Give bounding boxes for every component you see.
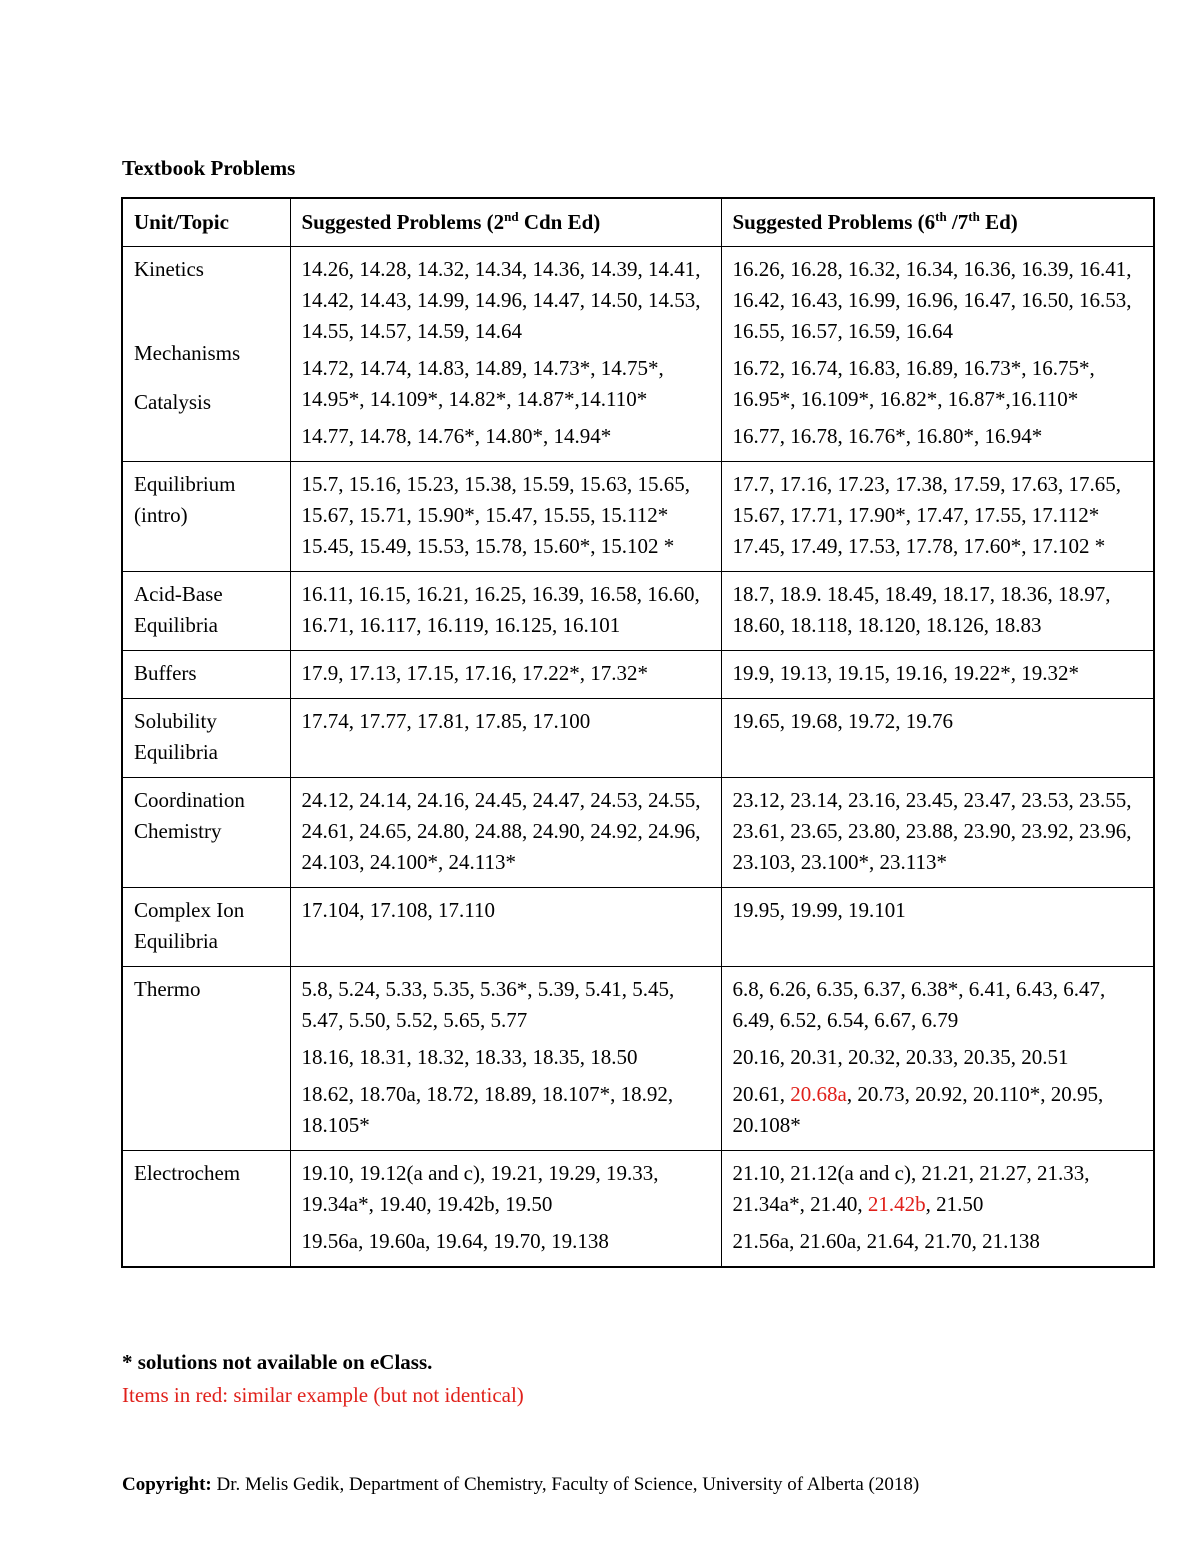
table-row — [122, 651, 1154, 699]
problem-list: 21.10, 21.12(a and c), 21.21, 21.27, 21.33, 21.34a*, 21.40, 21.42b, 21.50 — [732, 1161, 1090, 1216]
footnote: * solutions not available on eClass. — [122, 1350, 433, 1374]
ed-problems-cell: 23.12, 23.14, 23.16, 23.45, 23.47, 23.53, 23.55, 23.61, 23.65, 23.80, 23.88, 23.90, 23.92, 23.96, 23.103, 23.100*, 23.113* — [721, 778, 1154, 888]
ed-problems-cell: 19.9, 19.13, 19.15, 19.16, 19.22*, 19.32* — [721, 651, 1154, 699]
problem-list: 6.8, 6.26, 6.35, 6.37, 6.38*, 6.41, 6.43, 6.47, 6.49, 6.52, 6.54, 6.67, 6.79 — [732, 977, 1106, 1032]
cdn-problems-cell: 24.12, 24.14, 24.16, 24.45, 24.47, 24.53, 24.55, 24.61, 24.65, 24.80, 24.88, 24.90, 24.92, 24.96, 24.103, 24.100*, 24.113* — [290, 778, 721, 888]
topic-kinetics: Kinetics — [134, 257, 204, 281]
topic-cell — [122, 247, 290, 462]
problem-list: 16.77, 16.78, 16.76*, 16.80*, 16.94* — [732, 424, 1043, 448]
copyright-label: Copyright: — [122, 1474, 212, 1495]
topic-cell: Thermo — [122, 967, 290, 1151]
problem-list: 14.26, 14.28, 14.32, 14.34, 14.36, 14.39, 14.41, 14.42, 14.43, 14.99, 14.96, 14.47, 14.50, 14.53, 14.55, 14.57, 14.59, 14.64 — [301, 257, 701, 343]
red-items-note: Items in red: similar example (but not identical) — [122, 1383, 524, 1407]
topic-cell: Buffers — [122, 651, 290, 699]
similar-example-highlight: 20.68a — [790, 1082, 847, 1106]
table-row — [122, 888, 1154, 967]
ed-problems-cell — [721, 1151, 1154, 1268]
cdn-problems-cell: 17.74, 17.77, 17.81, 17.85, 17.100 — [290, 699, 721, 778]
problem-list: 20.61, 20.68a, 20.73, 20.92, 20.110*, 20.95, 20.108* — [732, 1082, 1104, 1137]
header-unit-topic: Unit/Topic — [122, 198, 290, 247]
ed-problems-cell — [721, 247, 1154, 462]
problem-list: 16.26, 16.28, 16.32, 16.34, 16.36, 16.39, 16.41, 16.42, 16.43, 16.99, 16.96, 16.47, 16.50, 16.53, 16.55, 16.57, 16.59, 16.64 — [732, 257, 1132, 343]
table-row — [122, 778, 1154, 888]
problem-list: 14.72, 14.74, 14.83, 14.89, 14.73*, 14.75*, 14.95*, 14.109*, 14.82*, 14.87*,14.110* — [301, 356, 664, 411]
problem-list: 5.8, 5.24, 5.33, 5.35, 5.36*, 5.39, 5.41, 5.45, 5.47, 5.50, 5.52, 5.65, 5.77 — [301, 977, 675, 1032]
problem-list: 19.56a, 19.60a, 19.64, 19.70, 19.138 — [301, 1229, 609, 1253]
ed-problems-cell: 19.65, 19.68, 19.72, 19.76 — [721, 699, 1154, 778]
problem-list: 14.77, 14.78, 14.76*, 14.80*, 14.94* — [301, 424, 612, 448]
problem-list: 18.16, 18.31, 18.32, 18.33, 18.35, 18.50 — [301, 1045, 638, 1069]
similar-example-highlight: 21.42b — [867, 1192, 926, 1216]
problem-list: 21.56a, 21.60a, 21.64, 21.70, 21.138 — [732, 1229, 1040, 1253]
topic-cell: Complex Ion Equilibria — [122, 888, 290, 967]
table-row — [122, 967, 1154, 1151]
topic-cell: Electrochem — [122, 1151, 290, 1268]
ed-problems-cell: 18.7, 18.9. 18.45, 18.49, 18.17, 18.36, 18.97, 18.60, 18.118, 18.120, 18.126, 18.83 — [721, 572, 1154, 651]
topic-cell: Acid-Base Equilibria — [122, 572, 290, 651]
cdn-problems-cell: 17.104, 17.108, 17.110 — [290, 888, 721, 967]
page-title: Textbook Problems — [122, 156, 296, 180]
ed-problems-cell — [721, 967, 1154, 1151]
cdn-problems-cell: 16.11, 16.15, 16.21, 16.25, 16.39, 16.58, 16.60, 16.71, 16.117, 16.119, 16.125, 16.101 — [290, 572, 721, 651]
problem-list: 20.16, 20.31, 20.32, 20.33, 20.35, 20.51 — [732, 1045, 1069, 1069]
cdn-problems-cell: 17.9, 17.13, 17.15, 17.16, 17.22*, 17.32* — [290, 651, 721, 699]
topic-cell: Coordination Chemistry — [122, 778, 290, 888]
topic-mechanisms: Mechanisms — [134, 341, 241, 365]
table-row — [122, 247, 1154, 462]
ed-problems-cell: 19.95, 19.99, 19.101 — [721, 888, 1154, 967]
header-6th-7th-edition: Suggested Problems (6th /7th Ed) — [721, 198, 1154, 247]
problems-table — [121, 197, 1155, 1268]
cdn-problems-cell — [290, 247, 721, 462]
copyright-text: Dr. Melis Gedik, Department of Chemistry, Faculty of Science, University of Alberta (2018) — [211, 1474, 920, 1495]
topic-catalysis: Catalysis — [134, 390, 211, 414]
copyright-line — [122, 1474, 919, 1496]
table-row — [122, 1151, 1154, 1268]
topic-cell: Equilibrium (intro) — [122, 462, 290, 572]
table-header-row — [122, 198, 1154, 247]
problem-list: 18.62, 18.70a, 18.72, 18.89, 18.107*, 18.92, 18.105* — [301, 1082, 674, 1137]
table-row — [122, 462, 1154, 572]
cdn-problems-cell — [290, 1151, 721, 1268]
ed-problems-cell: 17.7, 17.16, 17.23, 17.38, 17.59, 17.63, 17.65, 15.67, 17.71, 17.90*, 17.47, 17.55, 17.112* 17.45, 17.49, 17.53, 17.78, 17.60*, 17.102 * — [721, 462, 1154, 572]
table-row — [122, 699, 1154, 778]
header-cdn-edition: Suggested Problems (2nd Cdn Ed) — [290, 198, 721, 247]
topic-cell: Solubility Equilibria — [122, 699, 290, 778]
cdn-problems-cell: 15.7, 15.16, 15.23, 15.38, 15.59, 15.63, 15.65, 15.67, 15.71, 15.90*, 15.47, 15.55, 15.112* 15.45, 15.49, 15.53, 15.78, 15.60*, 15.102 * — [290, 462, 721, 572]
problem-list: 16.72, 16.74, 16.83, 16.89, 16.73*, 16.75*, 16.95*, 16.109*, 16.82*, 16.87*,16.110* — [732, 356, 1095, 411]
cdn-problems-cell — [290, 967, 721, 1151]
table-row — [122, 572, 1154, 651]
problem-list: 19.10, 19.12(a and c), 19.21, 19.29, 19.33, 19.34a*, 19.40, 19.42b, 19.50 — [301, 1161, 659, 1216]
